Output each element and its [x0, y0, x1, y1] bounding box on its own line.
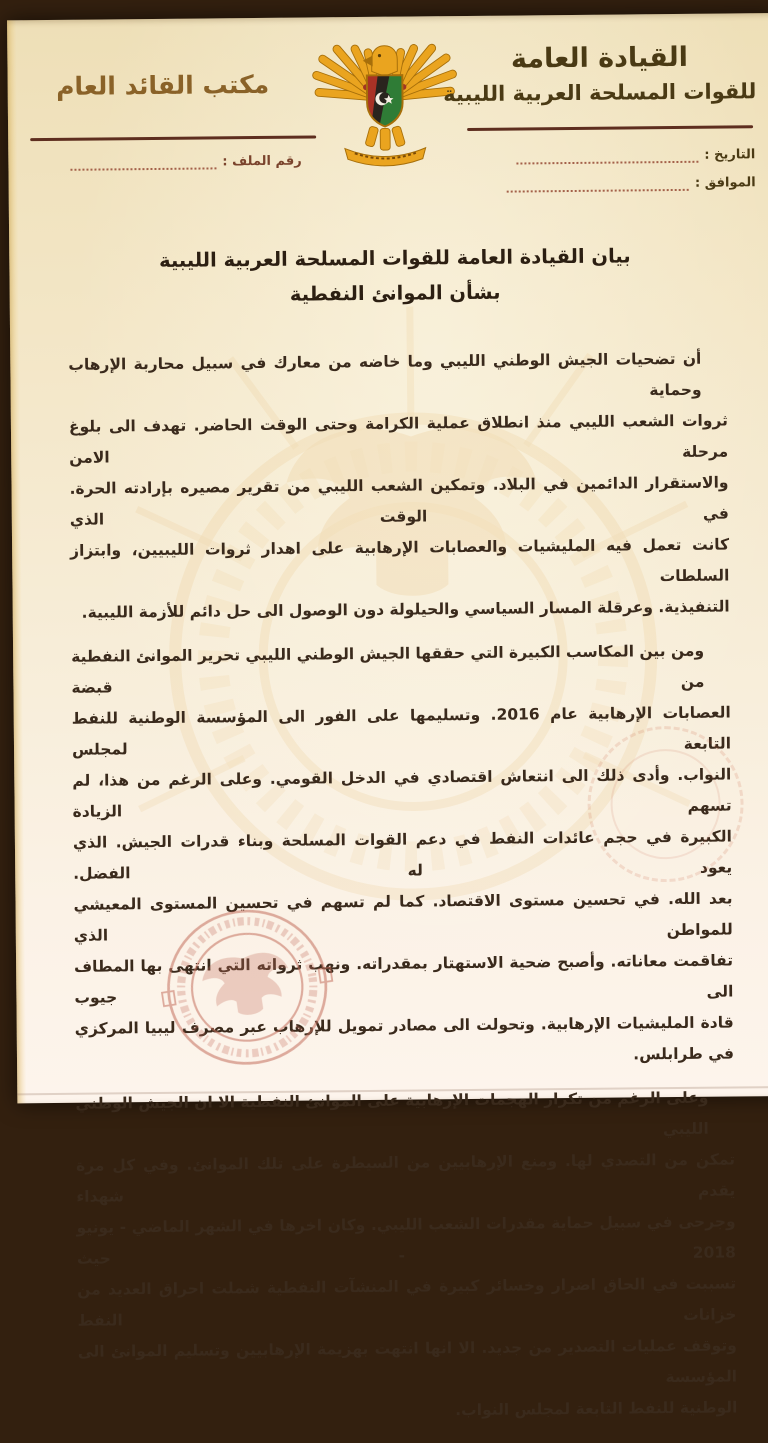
body-paragraph — [75, 1082, 737, 1429]
statement-title-line2: بشأن الموانئ النفطية — [289, 280, 501, 306]
office-name: مكتب القائد العام — [56, 69, 270, 101]
header-divider-left — [30, 135, 316, 141]
body-line: الكبيرة في حجم عائدات النفط في دعم القوات المسلحة وبناء قدرات الجيش. الذي يعود له الفضل. — [72, 827, 733, 883]
body-line: ثروات الشعب الليبي منذ انطلاق عملية الكرامة وحتى الوقت الحاضر. تهدف الى بلوغ مرحلة الامن — [68, 411, 729, 467]
body-line: بعد الله. في تحسين مستوى الاقتصاد. كما لم تسهم في تحسين المستوى المعيشي للمواطن الذي — [73, 889, 733, 945]
file-number-field — [70, 154, 301, 171]
official-red-stamp-icon — [144, 889, 352, 1086]
header-divider-right — [467, 125, 753, 131]
corresponding-date-label: الموافق : — [694, 175, 756, 191]
body-line: العصابات الإرهابية عام 2016. وتسليمها على الفور الى المؤسسة الوطنية للنفط التابعة لمجلس — [71, 703, 732, 759]
file-number-label: رقم الملف : — [222, 153, 302, 170]
corresponding-date-blank-line — [507, 176, 689, 193]
body-line: النواب. وأدى ذلك الى انتعاش اقتصادي في الدخل القومي. وعلى الرغم من هذا، لم تسهم الزيادة — [72, 765, 732, 821]
org-name-line1: القيادة العامة — [510, 41, 689, 75]
letter-paper — [7, 13, 768, 1420]
body-line: تسببت في الحاق اضرار وخسائر كبيرة في المنشآت النفطية شملت احراق العديد من خزانات النفط — [77, 1274, 737, 1330]
body-line: تفاقمت معاناته. وأصبح ضحية الاستهتار بمقدراته. ونهب ثرواته التي انتهى بها المطاف الى جيوب — [74, 951, 734, 1007]
body-line: ومن بين المكاسب الكبيرة التي حققها الجيش الوطني الليبي تحرير الموانئ النفطية من قبضة — [71, 641, 705, 697]
date-blank-line — [516, 148, 698, 165]
statement-title — [9, 237, 768, 314]
body-line: الوطنية للنفط التابعة لمجلس النواب. — [455, 1398, 738, 1420]
body-line: وعلى الرغم من تكرار الهجمات الإرهابية على الموانئ النفطية الا ان الجيش الوطني الليبي — [75, 1088, 709, 1139]
body-line: وتوقف عمليات التصدير من جديد. الا انها انتهت بهزيمة الإرهابيين وتسليم الموانئ الى المؤسسة — [77, 1336, 738, 1387]
org-name-line2: للقوات المسلحة العربية الليبية — [443, 79, 757, 107]
body-line: تمكن من التصدي لها. ومنع الإرهابيين من السيطرة على تلك الموانئ. وفي كل مرة يقدم شهداء — [75, 1150, 736, 1206]
statement-title-line1: بيان القيادة العامة للقوات المسلحة العربية الليبية — [158, 244, 631, 272]
body-line: وجرحى في سبيل حماية مقدرات الشعب الليبي. وكان اخرها في الشهر الماضي - يونيو 2018 - حيث — [76, 1212, 736, 1268]
statement-body — [68, 344, 737, 1443]
body-paragraph — [68, 344, 730, 629]
date-field — [516, 147, 755, 164]
body-line: أن تضحيات الجيش الوطني الليبي وما خاضه من معارك في سبيل محاربة الإرهاب وحماية — [68, 349, 702, 400]
file-number-blank-line — [70, 154, 216, 170]
body-line: والاستقرار الدائمين في البلاد. وتمكين الشعب الليبي من تقرير مصيره بإرادته الحرة. في الوقت الذي — [69, 473, 729, 529]
corresponding-date-field — [507, 175, 756, 192]
body-line: التنفيذية. وعرقلة المسار السياسي والحيلولة دون الوصول الى حل دائم للأزمة الليبية. — [81, 597, 730, 622]
body-line: كانت تعمل فيه المليشيات والعصابات الإرهابية على اهدار ثروات الليبيين، وابتزاز السلطات — [70, 535, 730, 586]
org-name — [434, 41, 765, 106]
body-line: قادة المليشيات الإرهابية. وتحولت الى مصادر تمويل للإرهاب عبر مصرف ليبيا المركزي في طرابلس. — [74, 1013, 735, 1064]
date-label: التاريخ : — [704, 147, 756, 163]
